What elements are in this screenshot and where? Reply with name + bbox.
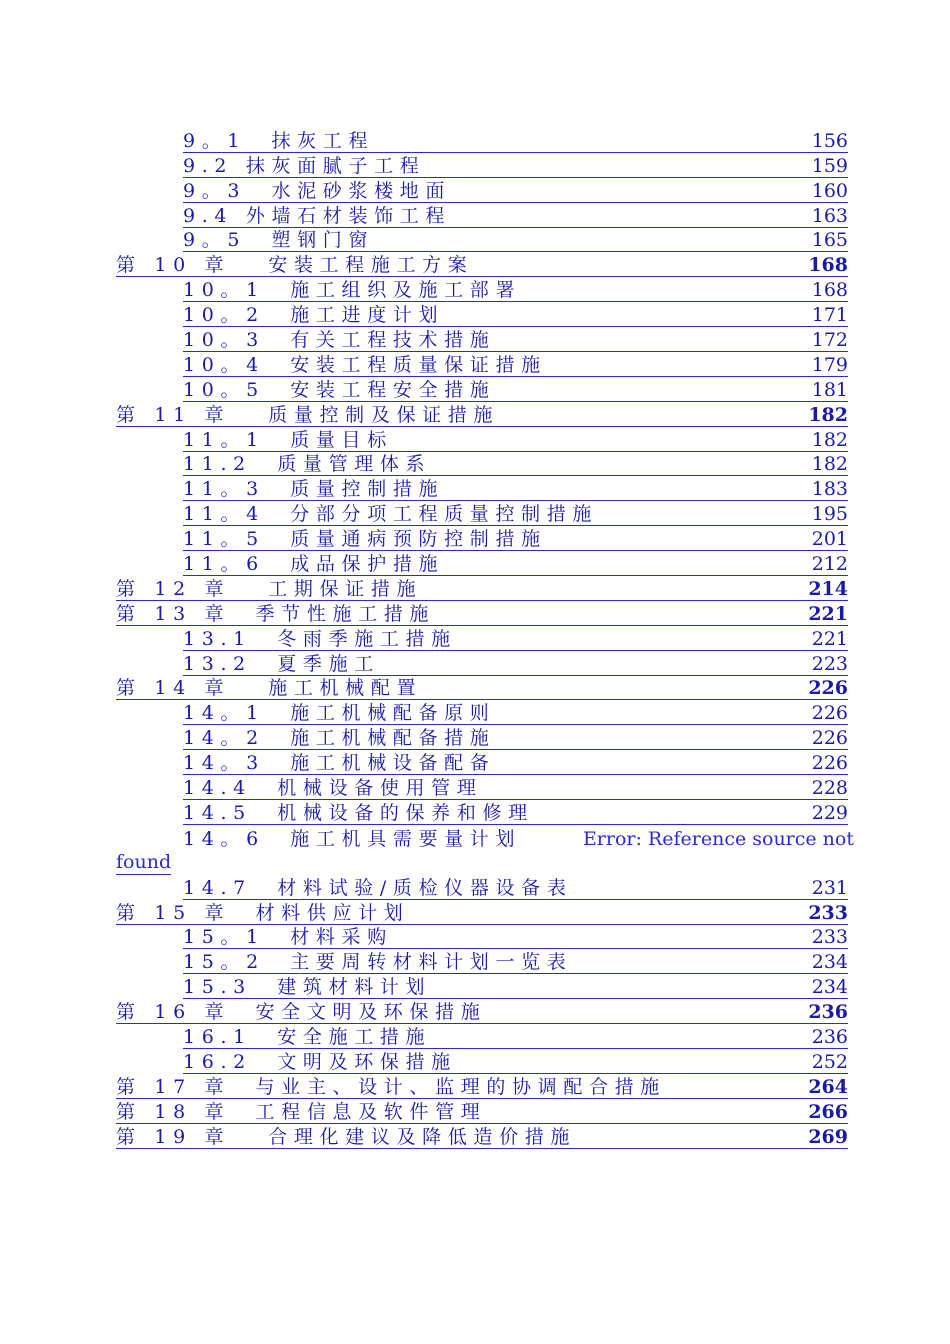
- toc-page-number: 165: [811, 229, 848, 252]
- toc-page-number: 226: [811, 702, 848, 725]
- toc-entry-title: 11。1 质量目标: [183, 428, 393, 451]
- toc-chapter-entry: [0, 1124, 950, 1149]
- toc-link[interactable]: [183, 1024, 848, 1049]
- toc-chapter-entry: [0, 676, 950, 701]
- toc-entry-title: 14.5 机械设备的保养和修理: [183, 801, 534, 824]
- toc-entry-title: 15。1 材料采购: [183, 926, 393, 949]
- toc-entry-title: 第 10 章 安装工程施工方案: [116, 254, 474, 277]
- toc-page-number: 160: [811, 179, 848, 202]
- toc-link[interactable]: [183, 476, 848, 501]
- toc-link[interactable]: [116, 576, 848, 601]
- toc-entry-title: 14。3 施工机械设备配备: [183, 752, 496, 775]
- toc-page-number: 223: [811, 652, 848, 675]
- toc-page-number: 233: [808, 901, 848, 924]
- toc-link[interactable]: [116, 676, 848, 701]
- toc-page-number: 172: [811, 329, 848, 352]
- toc-chapter-entry: [0, 402, 950, 427]
- toc-entry-title: 第 14 章 施工机械配置: [116, 677, 423, 700]
- toc-link[interactable]: [116, 402, 848, 427]
- toc-section-entry: [0, 501, 950, 526]
- toc-chapter-entry: [0, 900, 950, 925]
- toc-section-entry: [0, 302, 950, 327]
- toc-section-entry: [0, 925, 950, 950]
- toc-entry-title: 10。4 安装工程质量保证措施: [183, 353, 547, 376]
- toc-entry-title: 10。5 安装工程安全措施: [183, 378, 496, 401]
- toc-link[interactable]: [183, 203, 848, 228]
- toc-section-entry: [0, 178, 950, 203]
- toc-section-entry: [0, 427, 950, 452]
- toc-link[interactable]: [183, 725, 848, 750]
- toc-page-number: 183: [811, 478, 848, 501]
- toc-page-number: 233: [811, 926, 848, 949]
- toc-page-number: 201: [811, 528, 848, 551]
- toc-section-entry: [0, 750, 950, 775]
- toc-page-number: 195: [811, 503, 848, 526]
- toc-page-number: 171: [811, 304, 848, 327]
- toc-page-number: 269: [808, 1125, 848, 1148]
- toc-page-number: 264: [808, 1075, 848, 1098]
- toc-link[interactable]: [183, 377, 848, 402]
- toc-page-number: 234: [811, 951, 848, 974]
- toc-link[interactable]: [183, 302, 848, 327]
- toc-section-entry: [0, 800, 950, 825]
- toc-entry-title: 14。6 施工机具需要量计划: [183, 827, 522, 850]
- toc-entry-title: 9。1 抹灰工程: [183, 129, 375, 152]
- toc-link[interactable]: [116, 1124, 848, 1149]
- toc-entry-title: 第 15 章 材料供应计划: [116, 901, 410, 924]
- toc-section-entry: [0, 153, 950, 178]
- toc-link[interactable]: [116, 999, 848, 1024]
- toc-link[interactable]: [183, 228, 848, 253]
- toc-entry-title: 13.2 夏季施工: [183, 652, 380, 675]
- toc-link[interactable]: [183, 178, 848, 203]
- toc-section-entry: [0, 476, 950, 501]
- toc-link[interactable]: [183, 128, 848, 153]
- toc-entry-title: 11。3 质量控制措施: [183, 478, 445, 501]
- toc-link[interactable]: [183, 875, 848, 900]
- toc-entry-title: 9.2 抹灰面腻子工程: [183, 154, 426, 177]
- toc-section-entry: [0, 203, 950, 228]
- toc-link[interactable]: [183, 626, 848, 651]
- toc-entry-title: 11。5 质量通病预防控制措施: [183, 528, 547, 551]
- toc-entry-title: 10。1 施工组织及施工部署: [183, 279, 522, 302]
- toc-entry-title: 14.4 机械设备使用管理: [183, 777, 483, 800]
- toc-section-entry: [0, 551, 950, 576]
- toc-link[interactable]: [116, 252, 848, 277]
- toc-page-number: 159: [811, 154, 848, 177]
- toc-link[interactable]: [183, 501, 848, 526]
- toc-section-entry: [0, 377, 950, 402]
- toc-link[interactable]: [116, 1099, 848, 1124]
- toc-section-entry: [0, 949, 950, 974]
- toc-entry-title: 第 11 章 质量控制及保证措施: [116, 403, 500, 426]
- toc-entry-title: 第 12 章 工期保证措施: [116, 577, 423, 600]
- toc-link[interactable]: [183, 153, 848, 178]
- toc-link[interactable]: [183, 277, 848, 302]
- toc-chapter-entry: [0, 252, 950, 277]
- toc-page-number: 234: [811, 976, 848, 999]
- toc-section-entry: [0, 974, 950, 999]
- toc-section-entry: [0, 452, 950, 477]
- toc-section-entry: [0, 526, 950, 551]
- toc-page-number: 212: [811, 553, 848, 576]
- toc-link[interactable]: [183, 551, 848, 576]
- toc-page-number: 182: [811, 453, 848, 476]
- toc-section-entry: [0, 700, 950, 725]
- toc-section-entry: [0, 128, 950, 153]
- toc-chapter-entry: [0, 999, 950, 1024]
- toc-entry-title: 15。2 主要周转材料计划一览表: [183, 951, 573, 974]
- toc-section-entry: [0, 825, 950, 875]
- toc-link[interactable]: [116, 601, 848, 626]
- toc-page-number: 228: [811, 777, 848, 800]
- toc-link[interactable]: [183, 800, 848, 825]
- toc-page-number: 168: [811, 279, 848, 302]
- toc-link[interactable]: [183, 974, 848, 999]
- toc-link[interactable]: [183, 1049, 848, 1074]
- toc-link[interactable]: [183, 352, 848, 377]
- toc-page-number: 179: [811, 353, 848, 376]
- toc-section-entry: [0, 626, 950, 651]
- toc-entry-title: 第 13 章 季节性施工措施: [116, 602, 436, 625]
- toc-link[interactable]: [183, 526, 848, 551]
- toc-link[interactable]: [116, 1074, 848, 1099]
- toc-chapter-entry: [0, 576, 950, 601]
- toc-section-entry: [0, 277, 950, 302]
- toc-page-number: 181: [811, 378, 848, 401]
- toc-link[interactable]: [183, 825, 854, 875]
- toc-entry-title: 9.4 外墙石材装饰工程: [183, 204, 452, 227]
- table-of-contents: [0, 128, 950, 1149]
- toc-page-number: 221: [811, 627, 848, 650]
- toc-page-number: 182: [808, 403, 848, 426]
- reference-error-text: Error: Reference source not: [582, 827, 854, 850]
- toc-entry-title: 11.2 质量管理体系: [183, 453, 432, 476]
- toc-section-entry: [0, 228, 950, 253]
- reference-error-continuation: found: [116, 850, 172, 873]
- toc-entry-title: 13.1 冬雨季施工措施: [183, 627, 457, 650]
- toc-page-number: 226: [808, 677, 848, 700]
- toc-page-number: 236: [808, 1001, 848, 1024]
- toc-page-number: 221: [808, 602, 848, 625]
- toc-link[interactable]: [183, 651, 848, 676]
- toc-page-number: 226: [811, 752, 848, 775]
- toc-entry-title: 16.1 安全施工措施: [183, 1025, 432, 1048]
- toc-section-entry: [0, 875, 950, 900]
- toc-chapter-entry: [0, 1099, 950, 1124]
- toc-section-entry: [0, 352, 950, 377]
- toc-entry-title: 11。6 成品保护措施: [183, 553, 445, 576]
- toc-entry-title: 11。4 分部分项工程质量控制措施: [183, 503, 599, 526]
- toc-page-number: 163: [811, 204, 848, 227]
- toc-entry-title: 15.3 建筑材料计划: [183, 976, 432, 999]
- toc-entry-title: 10。2 施工进度计划: [183, 304, 445, 327]
- toc-page-number: 236: [811, 1025, 848, 1048]
- toc-link[interactable]: [183, 427, 848, 452]
- toc-chapter-entry: [0, 1074, 950, 1099]
- toc-section-entry: [0, 327, 950, 352]
- toc-link[interactable]: [183, 775, 848, 800]
- toc-page-number: 231: [811, 876, 848, 899]
- toc-section-entry: [0, 725, 950, 750]
- toc-page-number: 226: [811, 727, 848, 750]
- toc-entry-title: 9。3 水泥砂浆楼地面: [183, 179, 452, 202]
- toc-entry-title: 第 16 章 安全文明及环保措施: [116, 1001, 487, 1024]
- toc-section-entry: [0, 1024, 950, 1049]
- toc-link[interactable]: [116, 900, 848, 925]
- toc-page-number: 252: [811, 1050, 848, 1073]
- toc-entry-title: 10。3 有关工程技术措施: [183, 329, 496, 352]
- toc-link[interactable]: [183, 925, 848, 950]
- toc-section-entry: [0, 1049, 950, 1074]
- toc-section-entry: [0, 775, 950, 800]
- toc-entry-title: 14.7 材料试验/质检仪器设备表: [183, 876, 573, 899]
- toc-link[interactable]: [183, 327, 848, 352]
- toc-section-entry: [0, 651, 950, 676]
- toc-page-number: 266: [808, 1100, 848, 1123]
- toc-page-number: 182: [811, 428, 848, 451]
- toc-entry-title: 9。5 塑钢门窗: [183, 229, 375, 252]
- toc-entry-title: 第 18 章 工程信息及软件管理: [116, 1100, 487, 1123]
- toc-entry-title: 14。1 施工机械配备原则: [183, 702, 496, 725]
- toc-entry-title: 16.2 文明及环保措施: [183, 1050, 457, 1073]
- toc-page-number: 214: [808, 577, 848, 600]
- toc-page-number: 168: [808, 254, 848, 277]
- toc-link[interactable]: [183, 452, 848, 477]
- toc-link[interactable]: [183, 750, 848, 775]
- toc-chapter-entry: [0, 601, 950, 626]
- toc-page-number: 156: [811, 129, 848, 152]
- toc-page-number: 229: [811, 801, 848, 824]
- toc-entry-title: 第 19 章 合理化建议及降低造价措施: [116, 1125, 577, 1148]
- toc-link[interactable]: [183, 700, 848, 725]
- toc-entry-title: 第 17 章 与业主、设计、监理的协调配合措施: [116, 1075, 666, 1098]
- toc-entry-title: 14。2 施工机械配备措施: [183, 727, 496, 750]
- toc-link[interactable]: [183, 949, 848, 974]
